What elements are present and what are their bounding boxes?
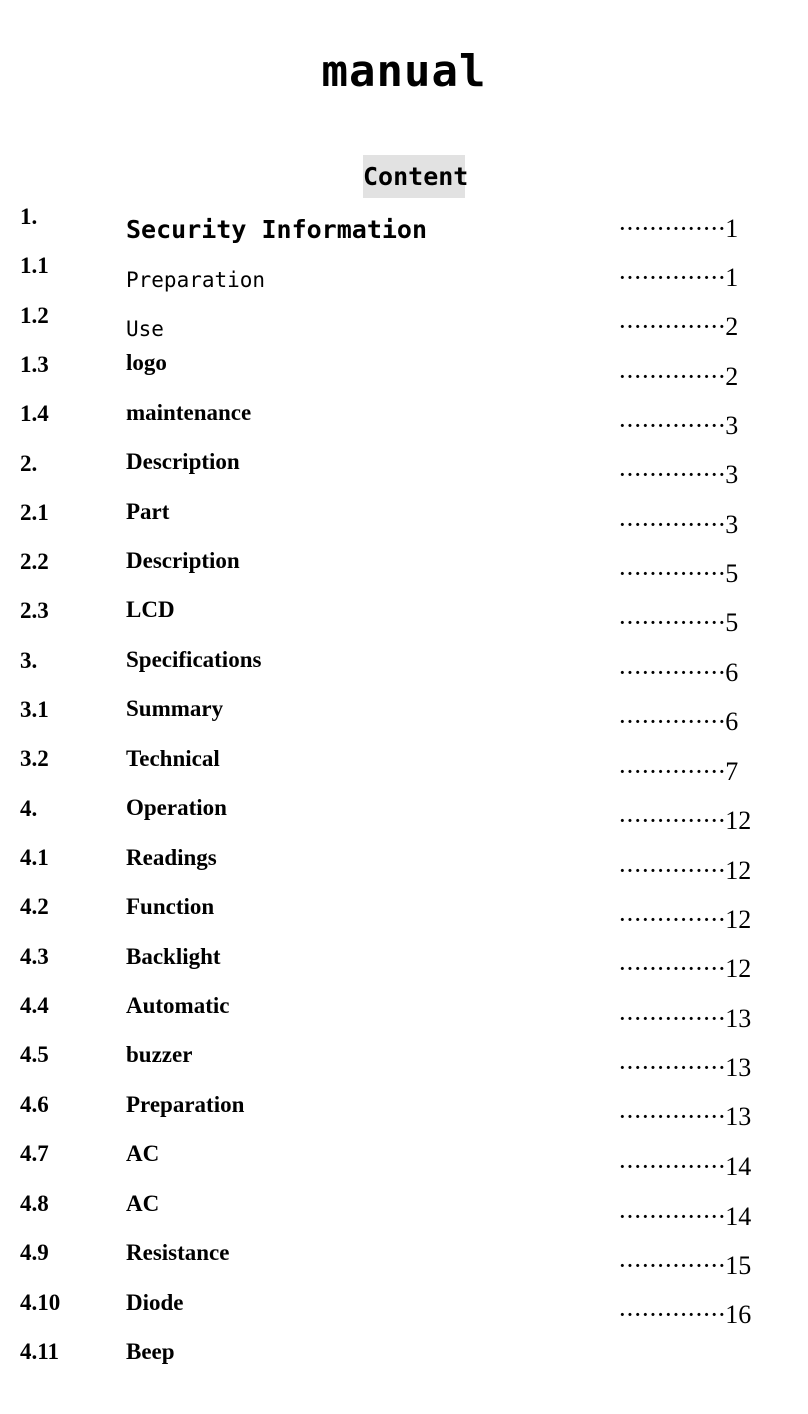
toc-entry-number: 4.9: [20, 1240, 49, 1265]
toc-page-number: 13: [725, 1004, 752, 1033]
toc-entry-label[interactable]: Description: [126, 548, 240, 573]
toc-leader-dots: ··············: [618, 460, 726, 489]
toc-page-ref[interactable]: [618, 362, 738, 392]
toc-entry-number: 4.1: [20, 845, 49, 870]
toc-entry-number: 4.8: [20, 1191, 49, 1216]
toc-entry-label[interactable]: Backlight: [126, 944, 221, 969]
toc-page-number: 15: [725, 1251, 752, 1280]
document-title: manual: [321, 46, 487, 97]
toc-entry-number: 4.5: [20, 1042, 49, 1067]
toc-page-number: 3: [725, 460, 739, 489]
toc-page-number: 12: [725, 806, 752, 835]
toc-page-number: 2: [725, 312, 739, 341]
toc-page-ref[interactable]: [618, 460, 738, 490]
toc-entry-number: 1.: [20, 204, 38, 229]
toc-leader-dots: ··············: [618, 1202, 726, 1231]
toc-page-ref[interactable]: [618, 806, 751, 836]
toc-page-number: 13: [725, 1053, 752, 1082]
toc-leader-dots: ··············: [618, 263, 726, 292]
toc-entry-number: 1.3: [20, 352, 49, 377]
toc-page-number: 1: [725, 263, 739, 292]
toc-entry-number: 3.1: [20, 697, 49, 722]
toc-entry-number: 1.1: [20, 253, 49, 278]
toc-leader-dots: ··············: [618, 608, 726, 637]
toc-entry-label[interactable]: logo: [126, 350, 167, 375]
toc-entry-label[interactable]: AC: [126, 1141, 160, 1166]
toc-entry-number: 2.1: [20, 500, 49, 525]
toc-entry-label[interactable]: AC: [126, 1191, 160, 1216]
toc-entry-label[interactable]: Description: [126, 449, 240, 474]
toc-page-number: 6: [725, 658, 739, 687]
toc-page-ref[interactable]: [618, 608, 738, 638]
toc-entry-number: 4.4: [20, 993, 49, 1018]
toc-leader-dots: ··············: [618, 1053, 726, 1082]
toc-page-number: 12: [725, 905, 752, 934]
toc-entry-label[interactable]: LCD: [126, 597, 175, 622]
toc-page-number: 14: [725, 1152, 752, 1181]
toc-leader-dots: ··············: [618, 362, 726, 391]
toc-leader-dots: ··············: [618, 559, 726, 588]
toc-entry-number: 2.2: [20, 549, 49, 574]
toc-entry-label[interactable]: Diode: [126, 1290, 184, 1315]
toc-page-ref[interactable]: [618, 263, 738, 293]
toc-entry-number: 3.: [20, 648, 38, 673]
toc-entry-label[interactable]: Specifications: [126, 647, 262, 672]
toc-entry-label[interactable]: Technical: [126, 746, 220, 771]
toc-page-number: 5: [725, 608, 739, 637]
toc-entry-number: 4.3: [20, 944, 49, 969]
toc-entry-label[interactable]: Automatic: [126, 993, 230, 1018]
toc-entry-label[interactable]: maintenance: [126, 400, 252, 425]
toc-page-ref[interactable]: [618, 757, 738, 787]
toc-leader-dots: ··············: [618, 1004, 726, 1033]
toc-entry-label[interactable]: Beep: [126, 1339, 175, 1364]
toc-page-ref[interactable]: [618, 856, 751, 886]
toc-entry-number: 2.: [20, 451, 38, 476]
toc-entry-number: 1.4: [20, 401, 49, 426]
toc-page-number: 3: [725, 510, 739, 539]
toc-page-ref[interactable]: [618, 1152, 751, 1182]
toc-page-ref[interactable]: [618, 1053, 751, 1083]
toc-leader-dots: ··············: [618, 707, 726, 736]
toc-leader-dots: ··············: [618, 658, 726, 687]
toc-page-ref[interactable]: [618, 658, 738, 688]
toc-leader-dots: ··············: [618, 954, 726, 983]
toc-page-number: 7: [725, 757, 739, 786]
toc-entry-label[interactable]: Use: [126, 317, 164, 341]
toc-entry-label[interactable]: Preparation: [126, 1092, 245, 1117]
toc-page-ref[interactable]: [618, 905, 751, 935]
toc-leader-dots: ··············: [618, 214, 726, 243]
toc-entry-label[interactable]: Resistance: [126, 1240, 230, 1265]
toc-entry-label[interactable]: Readings: [126, 845, 217, 870]
toc-leader-dots: ··············: [618, 312, 726, 341]
toc-entry-number: 4.10: [20, 1290, 61, 1315]
toc-leader-dots: ··············: [618, 411, 726, 440]
toc-page-ref[interactable]: [618, 954, 751, 984]
toc-leader-dots: ··············: [618, 510, 726, 539]
toc-entry-number: 4.: [20, 796, 38, 821]
toc-page-ref[interactable]: [618, 1004, 751, 1034]
toc-page-ref[interactable]: [618, 1300, 751, 1330]
toc-page-number: 16: [725, 1300, 752, 1329]
toc-page-number: 2: [725, 362, 739, 391]
toc-page-number: 13: [725, 1102, 752, 1131]
toc-page-ref[interactable]: [618, 1102, 751, 1132]
toc-entry-number: 4.11: [20, 1339, 59, 1364]
toc-entry-label[interactable]: buzzer: [126, 1042, 193, 1067]
toc-page-number: 6: [725, 707, 739, 736]
toc-leader-dots: ··············: [618, 856, 726, 885]
toc-page-number: 1: [725, 214, 739, 243]
toc-page-number: 5: [725, 559, 739, 588]
toc-leader-dots: ··············: [618, 806, 726, 835]
toc-page-ref[interactable]: [618, 312, 738, 342]
toc-leader-dots: ··············: [618, 1251, 726, 1280]
toc-page-ref[interactable]: [618, 1251, 751, 1281]
toc-entry-number: 3.2: [20, 746, 49, 771]
contents-heading: Content: [363, 155, 465, 198]
toc-entry-label[interactable]: Part: [126, 499, 170, 524]
toc-leader-dots: ··············: [618, 905, 726, 934]
toc-entry-number: 4.2: [20, 894, 49, 919]
toc-page-ref[interactable]: [618, 510, 738, 540]
toc-leader-dots: ··············: [618, 1152, 726, 1181]
toc-entry-number: 4.6: [20, 1092, 49, 1117]
toc-page-ref[interactable]: [618, 559, 738, 589]
toc-entry-number: 4.7: [20, 1141, 49, 1166]
toc-page-ref[interactable]: [618, 214, 738, 244]
toc-page-ref[interactable]: [618, 1202, 751, 1232]
toc-entry-number: 1.2: [20, 303, 49, 328]
toc-page-ref[interactable]: [618, 707, 738, 737]
toc-page-number: 12: [725, 856, 752, 885]
toc-entry-label[interactable]: Operation: [126, 795, 227, 820]
toc-page-number: 3: [725, 411, 739, 440]
toc-page-number: 14: [725, 1202, 752, 1231]
toc-entry-label[interactable]: Preparation: [126, 268, 266, 292]
toc-leader-dots: ··············: [618, 1300, 726, 1329]
toc-entry-label[interactable]: Summary: [126, 696, 224, 721]
toc-entry-label[interactable]: Security Information: [126, 215, 428, 244]
toc-entry-label[interactable]: Function: [126, 894, 215, 919]
toc-leader-dots: ··············: [618, 1102, 726, 1131]
toc-page-ref[interactable]: [618, 411, 738, 441]
toc-page-number: 12: [725, 954, 752, 983]
toc-entry-number: 2.3: [20, 598, 49, 623]
toc-leader-dots: ··············: [618, 757, 726, 786]
